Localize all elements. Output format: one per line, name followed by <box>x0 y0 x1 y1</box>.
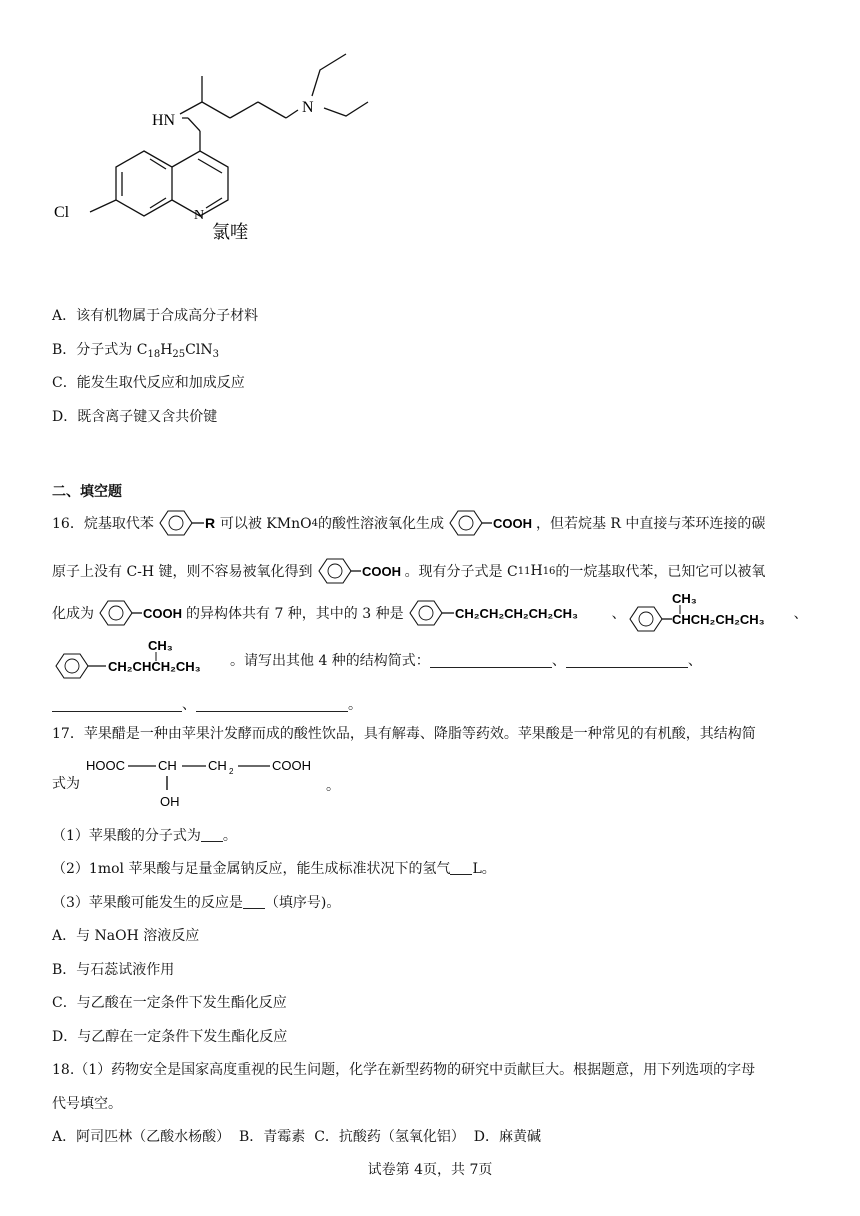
oh-label: OH <box>160 794 180 809</box>
sub1-end: 。 <box>222 828 237 844</box>
q16-line-5 <box>52 692 362 716</box>
benzoic-acid-icon <box>444 507 536 539</box>
chain2-label: CHCH₂CH₂CH₃ <box>671 612 765 627</box>
q16-line-2 <box>52 553 765 589</box>
answer-blank-1[interactable] <box>430 653 552 668</box>
q17-line-1: 17．苹果醋是一种由苹果汁发酵而成的酸性饮品，具有解毒、降脂等药效。苹果酸是一种常见的有机酸，其结构简 <box>52 726 756 742</box>
q17-line-2: 式为 <box>52 776 80 792</box>
sub2-end: L。 <box>472 861 496 877</box>
sub3-text: （3）苹果酸可能发生的反应是 <box>52 895 243 911</box>
q17-line-2-end: 。 <box>326 778 340 794</box>
ch3-label-2: CH₃ <box>148 638 173 653</box>
q17-option-c: C．与乙酸在一定条件下发生酯化反应 <box>52 995 287 1011</box>
q18-options: A．阿司匹林（乙酸水杨酸） B．青霉素 C．抗酸药（氢氧化铝） D．麻黄碱 <box>52 1129 542 1145</box>
oxidize-text: 的酸性溶液氧化生成 <box>317 516 444 532</box>
q16-text-3b: 的异构体共有 7 种，其中的 3 种是 <box>186 606 404 622</box>
sub-25: 25 <box>172 349 186 360</box>
kmno4-sub: 4 <box>311 517 318 529</box>
cooh-label-17: COOH <box>272 758 311 773</box>
q17-sub-2 <box>52 859 496 879</box>
pentylbenzene-icon <box>404 597 612 629</box>
q17-option-d: D．与乙醇在一定条件下发生酯化反应 <box>52 1029 288 1045</box>
end-mark: 。 <box>348 697 362 713</box>
branched-isomer-1-icon <box>626 591 794 635</box>
q16-line-1 <box>52 505 765 541</box>
sub3-end: （填序号)。 <box>264 895 341 911</box>
q16-text-2c: 的一烷基取代苯，已知它可以被氧 <box>555 564 766 580</box>
benzoic-acid-icon-2 <box>313 555 405 587</box>
q16-text-4b: 。请写出其他 4 种的结构简式： <box>230 653 430 669</box>
hooc-label: HOOC <box>86 758 125 773</box>
sub-18: 18 <box>147 349 161 360</box>
ring-n-label: N <box>194 208 205 223</box>
q16-number: 16．烷基取代苯 <box>52 516 154 532</box>
q15-option-c: C．能发生取代反应和加成反应 <box>52 375 245 391</box>
chloroquine-structure <box>40 14 380 254</box>
option-b-text: B．分子式为 C <box>52 342 148 358</box>
sub2-text: （2）1mol 苹果酸与足量金属钠反应，能生成标准状况下的氢气 <box>52 861 451 877</box>
q17-sub-3 <box>52 893 340 913</box>
answer-blank-5[interactable] <box>201 827 223 842</box>
ch3-label-1: CH₃ <box>671 591 697 606</box>
sub-3: 3 <box>212 349 219 360</box>
q15-option-d: D．既含离子键又含共价键 <box>52 409 218 425</box>
sep-1: 、 <box>611 606 626 622</box>
h16-sub: 16 <box>542 565 556 577</box>
branched-isomer-2-icon <box>52 638 230 682</box>
cooh-label: COOH <box>492 516 532 531</box>
answer-blank-7[interactable] <box>243 894 265 909</box>
q15-option-a: A．该有机物属于合成高分子材料 <box>52 308 259 324</box>
sep-5: 、 <box>182 697 196 713</box>
q18-line-1: 18.（1）药物安全是国家高度重视的民生问题，化学在新型药物的研究中贡献巨大。根据题意，用下列选项的字母 <box>52 1062 756 1078</box>
ch2-sub: 2 <box>229 767 234 776</box>
amine-n-label: N <box>302 99 314 116</box>
ch2-label: CH <box>208 758 227 773</box>
molecule-caption: 氯喹 <box>212 222 248 242</box>
q16-line-3 <box>52 590 808 636</box>
page-footer: 试卷第 4页，共 7页 <box>367 1162 493 1178</box>
h-text-2: H <box>530 563 543 579</box>
chain3-label: CH₂CHCH₂CH₃ <box>108 659 201 674</box>
q16-text-2a: 原子上没有 C-H 键，则不容易被氧化得到 <box>52 564 313 580</box>
sep-2: 、 <box>793 606 808 622</box>
chain1-label: CH₂CH₂CH₂CH₂CH₃ <box>454 606 578 621</box>
q17-sub-1 <box>52 826 237 846</box>
r-label: R <box>204 515 215 531</box>
section-title: 二、填空题 <box>52 484 122 500</box>
answer-blank-3[interactable] <box>52 697 182 712</box>
kmno4-text: 可以被 KMnO <box>219 516 312 532</box>
cln-text: ClN <box>185 342 213 358</box>
answer-blank-2[interactable] <box>566 653 688 668</box>
sep-4: 、 <box>687 653 702 669</box>
q15-option-b <box>52 340 219 365</box>
q16-text-1d: ，但若烷基 R 中直接与苯环连接的碳 <box>535 516 766 532</box>
benzene-r-icon <box>154 507 220 539</box>
cl-label: Cl <box>54 204 70 221</box>
c11-sub: 11 <box>517 565 531 577</box>
q18-line-2: 代号填空。 <box>52 1096 122 1112</box>
q16-text-3a: 化成为 <box>52 606 94 622</box>
benzoic-acid-icon-3 <box>94 597 186 629</box>
h-text: H <box>160 342 173 358</box>
cooh-label-2: COOH <box>361 564 401 579</box>
cooh-label-3: COOH <box>143 606 182 621</box>
answer-blank-4[interactable] <box>196 697 348 712</box>
sub1-text: （1）苹果酸的分子式为 <box>52 828 201 844</box>
q16-text-2b: 。现有分子式是 C <box>404 564 518 580</box>
q17-option-a: A．与 NaOH 溶液反应 <box>52 928 200 944</box>
ch-label: CH <box>158 758 177 773</box>
malic-acid-structure <box>82 752 342 812</box>
q16-line-4 <box>52 638 702 682</box>
hn-label: HN <box>152 112 176 129</box>
sep-3: 、 <box>551 653 566 669</box>
answer-blank-6[interactable] <box>450 860 472 875</box>
q17-option-b: B．与石蕊试液作用 <box>52 962 175 978</box>
